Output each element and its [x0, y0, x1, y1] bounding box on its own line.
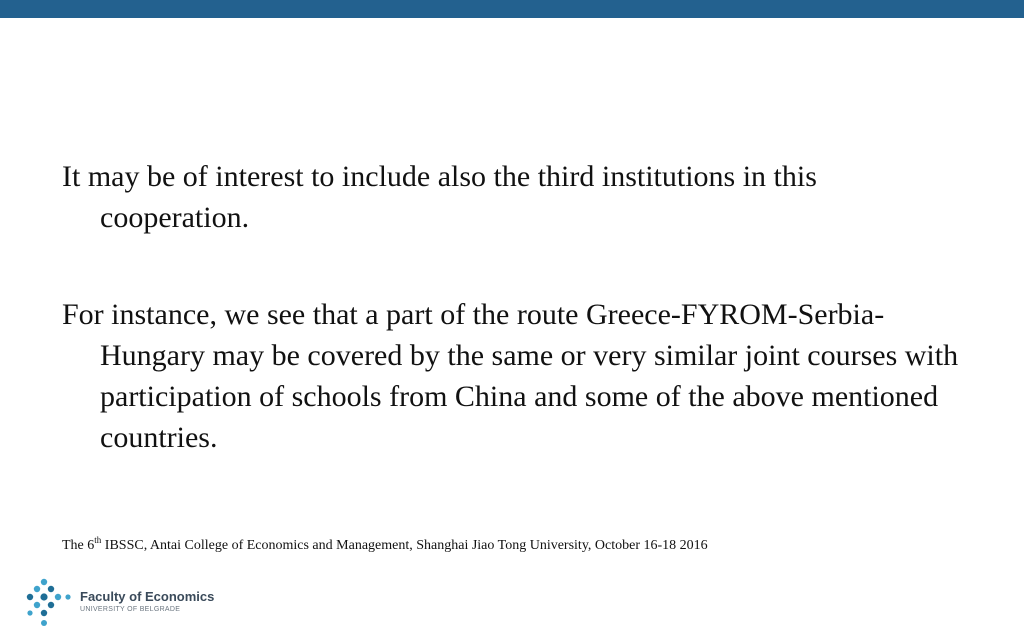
- logo-subtitle: UNIVERSITY OF BELGRADE: [80, 606, 181, 613]
- faculty-logo: [24, 578, 224, 628]
- conference-footer: [62, 535, 708, 554]
- slide-body: [62, 156, 962, 458]
- footer-prefix: The 6: [62, 538, 95, 553]
- paragraph-third-institutions: It may be of interest to include also the third institutions in this cooperation.: [62, 160, 817, 234]
- footer-suffix: IBSSC, Antai College of Economics and Management, Shanghai Jiao Tong University, October 16-18 2016: [101, 538, 708, 553]
- dot-cross-logo-icon: [24, 578, 72, 628]
- top-accent-bar: [0, 0, 1024, 18]
- footer-superscript: th: [94, 535, 102, 545]
- logo-title: Faculty of Economics: [80, 589, 215, 604]
- paragraph-route-example: For instance, we see that a part of the route Greece-FYROM-Serbia-Hungary may be covered by the same or very similar joint courses with participation of schools from China and some of the above mentioned countries.: [62, 298, 959, 454]
